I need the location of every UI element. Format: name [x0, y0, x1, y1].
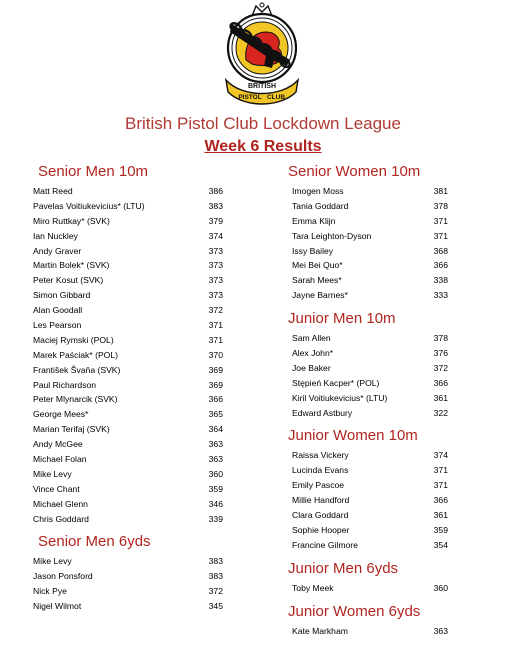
result-row [288, 581, 448, 596]
competitor-name: Ian Nuckley [33, 230, 78, 241]
result-row [30, 497, 230, 512]
competitor-name: Paul Richardson [33, 379, 97, 390]
result-row [30, 214, 230, 229]
result-row [30, 584, 230, 599]
section-heading: Junior Women 10m [288, 427, 418, 445]
competitor-score: 345 [208, 601, 223, 612]
competitor-name: Chris Goddard [33, 513, 89, 524]
competitor-name: Jayne Barnes* [292, 290, 348, 301]
competitor-score: 371 [433, 230, 448, 241]
section-heading: Senior Men 6yds [38, 533, 151, 551]
result-row [30, 392, 230, 407]
competitor-name: Marian Terifaj (SVK) [33, 424, 110, 435]
page-title: British Pistol Club Lockdown League [125, 114, 401, 133]
competitor-name: Michael Glenn [33, 498, 88, 509]
competitor-name: Edward Astbury [292, 407, 353, 418]
competitor-name: Martin Bolek* (SVK) [33, 260, 110, 271]
competitor-name: Sarah Mees* [292, 275, 342, 286]
competitor-score: 368 [433, 245, 448, 256]
result-row [288, 463, 448, 478]
competitor-name: George Mees* [33, 409, 89, 420]
competitor-name: Francine Gilmore [292, 539, 358, 550]
result-row [288, 346, 448, 361]
logo-text-club: CLUB [266, 94, 286, 101]
result-row [288, 184, 448, 199]
competitor-name: Jason Ponsford [33, 571, 93, 582]
competitor-name: Vince Chant [33, 483, 80, 494]
competitor-name: Kiril Voitiukevicius* (LTU) [292, 392, 388, 403]
result-row [30, 333, 230, 348]
competitor-name: Emily Pascoe [292, 480, 345, 491]
competitor-score: 363 [208, 454, 223, 465]
result-row [30, 303, 230, 318]
logo-text-british: BRITISH [248, 83, 276, 90]
competitor-score: 365 [208, 409, 223, 420]
result-row [30, 422, 230, 437]
result-row [30, 288, 230, 303]
competitor-score: 383 [208, 571, 223, 582]
competitor-name: Marek Paściak* (POL) [33, 349, 119, 360]
competitor-name: Peter Mlynarcik (SVK) [33, 394, 118, 405]
competitor-name: František Švaňa (SVK) [33, 364, 121, 375]
competitor-score: 371 [433, 480, 448, 491]
result-row [30, 437, 230, 452]
competitor-score: 338 [433, 275, 448, 286]
section-heading: Junior Men 10m [288, 310, 396, 328]
competitor-score: 363 [433, 625, 448, 636]
competitor-score: 374 [208, 230, 223, 241]
result-row [30, 199, 230, 214]
competitor-score: 360 [433, 582, 448, 593]
result-row [288, 376, 448, 391]
competitor-score: 339 [208, 513, 223, 524]
competitor-score: 373 [208, 290, 223, 301]
result-row [288, 478, 448, 493]
competitor-score: 372 [433, 362, 448, 373]
result-row [30, 569, 230, 584]
competitor-name: Tara Leighton-Dyson [292, 230, 372, 241]
result-row [288, 244, 448, 259]
competitor-score: 379 [208, 215, 223, 226]
result-row [30, 318, 230, 333]
competitor-score: 371 [433, 215, 448, 226]
competitor-name: Toby Meek [292, 582, 334, 593]
competitor-name: Simon Gibbard [33, 290, 91, 301]
competitor-name: Emma Klijn [292, 215, 336, 226]
competitor-score: 360 [208, 468, 223, 479]
competitor-score: 363 [208, 439, 223, 450]
competitor-score: 366 [433, 377, 448, 388]
result-row [288, 406, 448, 421]
competitor-name: Stępień Kacper* (POL) [292, 377, 380, 388]
competitor-score: 371 [433, 465, 448, 476]
result-row [30, 184, 230, 199]
competitor-score: 381 [433, 186, 448, 196]
left-results-column [30, 160, 230, 614]
competitor-score: 366 [433, 495, 448, 506]
result-row [30, 244, 230, 259]
result-row [30, 452, 230, 467]
result-row [30, 378, 230, 393]
competitor-score: 361 [433, 392, 448, 403]
competitor-name: Alan Goodall [33, 305, 83, 316]
result-row [288, 229, 448, 244]
competitor-score: 378 [433, 333, 448, 344]
result-row [288, 624, 448, 639]
club-logo [212, 2, 312, 110]
competitor-name: Nigel Wilmot [33, 601, 82, 612]
competitor-name: Michael Folan [33, 454, 87, 465]
result-row [288, 448, 448, 463]
competitor-score: 378 [433, 200, 448, 211]
section-heading: Senior Men 10m [38, 163, 149, 180]
competitor-score: 369 [208, 364, 223, 375]
competitor-score: 366 [433, 260, 448, 271]
competitor-score: 371 [208, 320, 223, 331]
result-row [30, 554, 230, 569]
competitor-score: 354 [433, 539, 448, 550]
competitor-score: 359 [433, 524, 448, 535]
competitor-name: Imogen Moss [292, 186, 344, 196]
competitor-name: Andy Graver [33, 245, 82, 256]
result-row [30, 407, 230, 422]
competitor-score: 376 [433, 348, 448, 359]
competitor-score: 372 [208, 586, 223, 597]
competitor-score: 383 [208, 556, 223, 567]
competitor-name: Clara Goddard [292, 510, 349, 521]
competitor-score: 372 [208, 305, 223, 316]
result-row [30, 348, 230, 363]
result-row [288, 493, 448, 508]
competitor-score: 359 [208, 483, 223, 494]
competitor-score: 370 [208, 349, 223, 360]
club-crest-icon [212, 2, 312, 110]
competitor-score: 373 [208, 260, 223, 271]
result-row [30, 482, 230, 497]
section-heading: Junior Women 6yds [288, 602, 421, 620]
result-row [288, 391, 448, 406]
competitor-name: Alex John* [292, 348, 334, 359]
result-row [30, 599, 230, 614]
competitor-name: Lucinda Evans [292, 465, 349, 476]
result-row [30, 229, 230, 244]
result-row [30, 258, 230, 273]
result-row [288, 361, 448, 376]
results-subtitle: Week 6 Results [204, 138, 322, 155]
competitor-score: 373 [208, 275, 223, 286]
competitor-name: Joe Baker [292, 362, 331, 373]
competitor-score: 373 [208, 245, 223, 256]
competitor-score: 371 [208, 334, 223, 345]
competitor-name: Andy McGee [33, 439, 83, 450]
competitor-name: Sam Allen [292, 333, 331, 344]
competitor-name: Tania Goddard [292, 200, 349, 211]
result-row [30, 363, 230, 378]
result-row [288, 331, 448, 346]
result-row [30, 512, 230, 527]
competitor-name: Maciej Rymski (POL) [33, 334, 114, 345]
competitor-name: Mike Levy [33, 556, 72, 567]
competitor-name: Peter Kosut (SVK) [33, 275, 104, 286]
result-row [288, 538, 448, 553]
right-results-column [288, 160, 448, 638]
competitor-score: 364 [208, 424, 223, 435]
competitor-name: Raissa Vickery [292, 450, 349, 461]
competitor-name: Kate Markham [292, 625, 348, 636]
result-row [288, 288, 448, 303]
competitor-score: 346 [208, 498, 223, 509]
competitor-name: Sophie Hooper [292, 524, 350, 535]
competitor-score: 333 [433, 290, 448, 301]
competitor-name: Pavelas Voitiukevicius* (LTU) [33, 200, 145, 211]
result-row [288, 258, 448, 273]
competitor-name: Matt Reed [33, 186, 73, 196]
result-row [30, 467, 230, 482]
section-heading: Junior Men 6yds [288, 559, 399, 577]
result-row [288, 508, 448, 523]
result-row [288, 523, 448, 538]
competitor-score: 386 [208, 186, 223, 196]
logo-text-pistol: PISTOL [238, 94, 262, 101]
competitor-name: Les Pearson [33, 320, 82, 331]
competitor-score: 374 [433, 450, 448, 461]
competitor-score: 366 [208, 394, 223, 405]
competitor-score: 369 [208, 379, 223, 390]
competitor-name: Miro Ruttkay* (SVK) [33, 215, 110, 226]
competitor-score: 361 [433, 510, 448, 521]
result-row [30, 273, 230, 288]
competitor-name: Millie Handford [292, 495, 350, 506]
competitor-name: Mike Levy [33, 468, 72, 479]
section-heading: Senior Women 10m [288, 163, 421, 180]
competitor-score: 383 [208, 200, 223, 211]
result-row [288, 214, 448, 229]
competitor-name: Issy Bailey [292, 245, 334, 256]
competitor-name: Nick Pye [33, 586, 67, 597]
competitor-score: 322 [433, 407, 448, 418]
competitor-name: Mei Bei Quo* [292, 260, 343, 271]
result-row [288, 273, 448, 288]
result-row [288, 199, 448, 214]
